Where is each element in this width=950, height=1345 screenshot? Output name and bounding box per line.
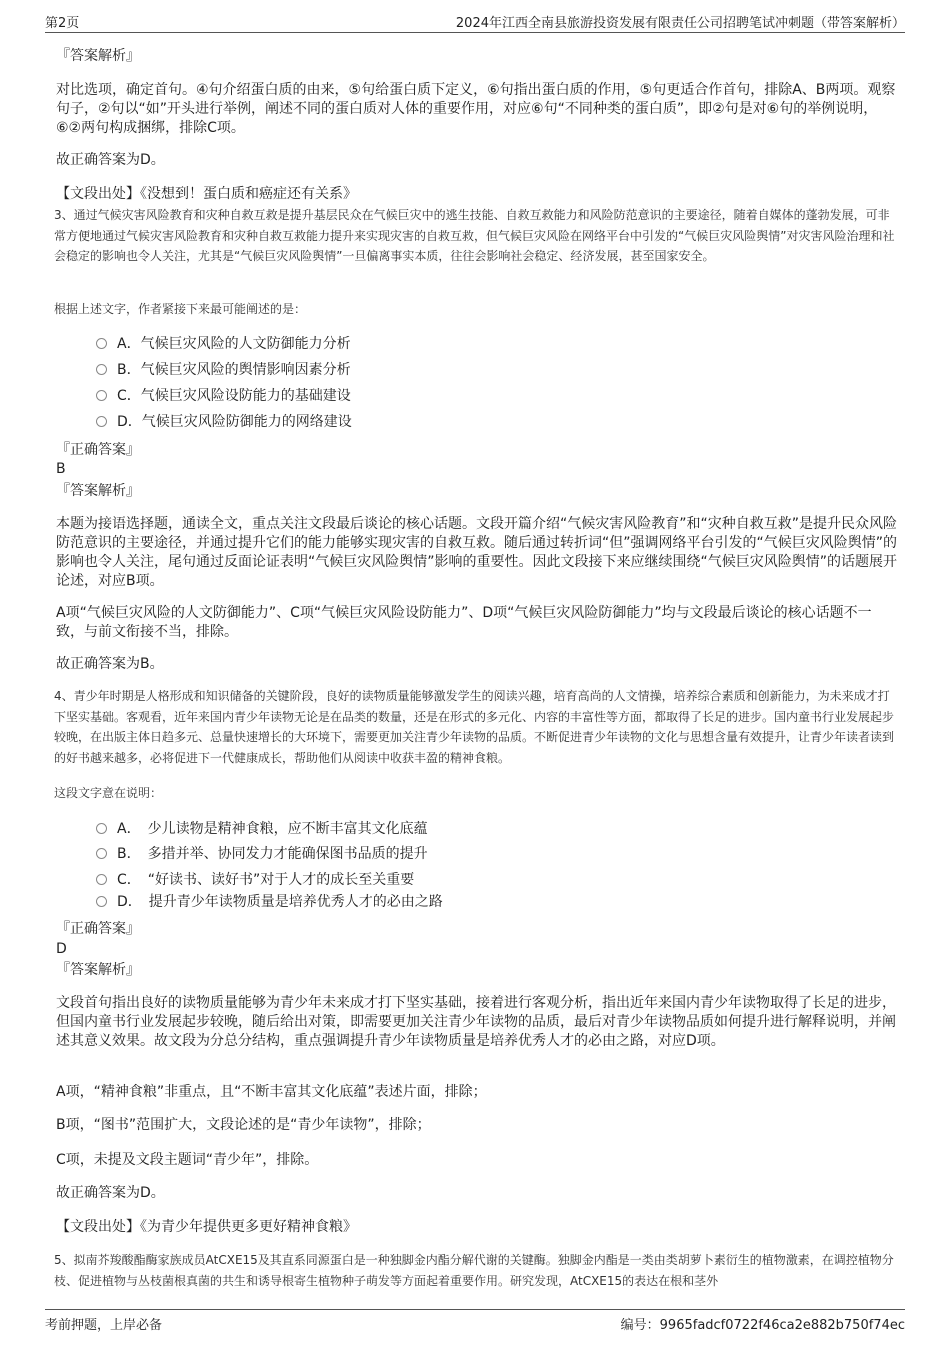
q3-option-c[interactable]: [96, 387, 351, 406]
q3-analysis-text: 本题为接语选择题，通读全文，重点关注文段最后谈论的核心话题。文段开篇介绍“气候灾害风险教育”和“灾种自救互救”是提升民众风险防范意识的主要途径，并通过提升它们的能力能够实现灾害的自救互救。随后通过转折词“但”强调网络平台引发的“气候巨灾风险舆情”的影响也令人关注，尾句通过反面论证表明“气候巨灾风险舆情”影响的重要性。因此文段接下来应继续围绕“气候巨灾风险舆情”的话题展开论述，对应B项。: [56, 516, 898, 589]
q4-option-c-label: C． “好读书、读好书”对于人才的成长至关重要: [117, 872, 415, 888]
radio-icon[interactable]: [96, 416, 107, 427]
q3-analysis-label: 『答案解析』: [56, 483, 140, 499]
radio-icon[interactable]: [96, 390, 107, 401]
q4-option-d[interactable]: [96, 893, 443, 912]
q3-option-a-label: A．气候巨灾风险的人文防御能力分析: [117, 336, 351, 352]
q3-option-d[interactable]: [96, 413, 352, 432]
radio-icon[interactable]: [96, 848, 107, 859]
page-number: 第2页: [45, 16, 80, 31]
q2-conclusion: 故正确答案为D。: [56, 152, 165, 168]
q3-stem: 3、通过气候灾害风险教育和灾种自救互救是提升基层民众在气候巨灾中的逃生技能、自救互救能力和风险防范意识的主要途径，随着自媒体的蓬勃发展，可非常方便地通过气候灾害风险教育和灾种自救互救能力提升来实现灾害的自救互救，但气候巨灾风险在网络平台中引发的“气候巨灾风险舆情”对灾害风险治理和社会稳定的影响也令人关注，尤其是“气候巨灾风险舆情”一旦偏离事实本质，往往会影响社会稳定、经济发展，甚至国家安全。: [54, 208, 895, 263]
q4-analysis-a: A项，“精神食粮”非重点，且“不断丰富其文化底蕴”表述片面，排除；: [56, 1084, 487, 1100]
footer-serial: 编号：9965fadcf0722f46ca2e882b750f74ec: [620, 1318, 905, 1333]
q3-option-c-label: C．气候巨灾风险设防能力的基础建设: [117, 388, 351, 404]
q4-option-a-label: A． 少儿读物是精神食粮，应不断丰富其文化底蕴: [117, 821, 428, 837]
document-title: 2024年江西全南县旅游投资发展有限责任公司招聘笔试冲刺题（带答案解析）: [455, 16, 905, 31]
q4-analysis-text: 文段首句指出良好的读物质量能够为青少年未来成才打下坚实基础，接着进行客观分析，指出近年来国内青少年读物取得了长足的进步，但国内童书行业发展起步较晚，随后给出对策，即需要更加关注青少年读物的品质，最后对青少年读物品质如何提升进行解释说明，并阐述其意义效果。故文段为分总分结构，重点强调提升青少年读物质量是培养优秀人才的必由之路，对应D项。: [56, 995, 896, 1049]
q3-correct-answer: B: [56, 461, 66, 477]
q3-option-b-label: B．气候巨灾风险的舆情影响因素分析: [117, 362, 351, 378]
q4-option-b[interactable]: [96, 845, 428, 864]
footer-slogan: 考前押题，上岸必备: [45, 1318, 163, 1333]
page-footer: [45, 1309, 905, 1333]
q4-stem: 4、青少年时期是人格形成和知识储备的关键阶段，良好的读物质量能够激发学生的阅读兴趣，培育高尚的人文情操，培养综合素质和创新能力，为未来成才打下坚实基础。客观看，近年来国内青少年读物无论是在品类的数量，还是在形式的多元化、内容的丰富性等方面，都取得了长足的进步。国内童书行业发展起步较晚，在出版主体日趋多元、总量快速增长的大环境下，需要更加关注青少年读物的品质。不断促进青少年读物的文化与思想含量有效提升，让青少年读者读到的好书越来越多，必将促进下一代健康成长，帮助他们从阅读中收获丰盈的精神食粮。: [54, 689, 895, 765]
radio-icon[interactable]: [96, 364, 107, 375]
q4-analysis-c: C项，未提及文段主题词“青少年”，排除。: [56, 1152, 319, 1168]
q3-option-b[interactable]: [96, 361, 351, 380]
q4-option-a[interactable]: [96, 820, 428, 839]
q4-question: 这段文字意在说明：: [54, 786, 163, 800]
q2-source: 【文段出处】《没想到！蛋白质和癌症还有关系》: [56, 186, 357, 202]
q5-stem: 5、拟南芥羧酸酯酶家族成员AtCXE15及其直系同源蛋白是一种独脚金内酯分解代谢的关键酶。独脚金内酯是一类由类胡萝卜素衍生的植物激素，在调控植物分枝、促进植物与丛枝菌根真菌的共生和诱导根寄生植物种子萌发等方面起着重要作用。研究发现，AtCXE15的表达在根和茎外: [54, 1253, 894, 1288]
q4-correct-label: 『正确答案』: [56, 921, 140, 937]
q3-option-d-label: D．气候巨灾风险防御能力的网络建设: [117, 414, 352, 430]
q3-analysis-text-2: A项“气候巨灾风险的人文防御能力”、C项“气候巨灾风险设防能力”、D项“气候巨灾风险防御能力”均与文段最后谈论的核心话题不一致，与前文衔接不当，排除。: [56, 605, 872, 640]
q4-source: 【文段出处】《为青少年提供更多更好精神食粮》: [56, 1219, 357, 1235]
q2-analysis-text: 对比选项，确定首句。④句介绍蛋白质的由来，⑤句给蛋白质下定义，⑥句指出蛋白质的作用，⑤句更适合作首句，排除A、B两项。观察句子，②句以“如”开头进行举例，阐述不同的蛋白质对人体的重要作用，对应⑥句“不同种类的蛋白质”，即②句是对⑥句的举例说明，⑥②两句构成捆绑，排除C项。: [56, 82, 896, 136]
q4-analysis-label: 『答案解析』: [56, 962, 140, 978]
q4-option-b-label: B． 多措并举、协同发力才能确保图书品质的提升: [117, 846, 428, 862]
radio-icon[interactable]: [96, 338, 107, 349]
radio-icon[interactable]: [96, 823, 107, 834]
q3-option-a[interactable]: [96, 335, 351, 354]
q4-conclusion: 故正确答案为D。: [56, 1185, 165, 1201]
page-header: [45, 12, 905, 33]
q3-question: 根据上述文字，作者紧接下来最可能阐述的是：: [54, 302, 307, 316]
radio-icon[interactable]: [96, 874, 107, 885]
radio-icon[interactable]: [96, 896, 107, 907]
q3-correct-label: 『正确答案』: [56, 442, 140, 458]
q4-option-c[interactable]: [96, 871, 414, 890]
q4-analysis-b: B项，“图书”范围扩大，文段论述的是“青少年读物”，排除；: [56, 1117, 431, 1133]
q4-correct-answer: D: [56, 941, 67, 957]
q4-option-d-label: D． 提升青少年读物质量是培养优秀人才的必由之路: [117, 894, 443, 910]
q2-analysis-label: 『答案解析』: [56, 48, 140, 64]
q3-conclusion: 故正确答案为B。: [56, 656, 164, 672]
